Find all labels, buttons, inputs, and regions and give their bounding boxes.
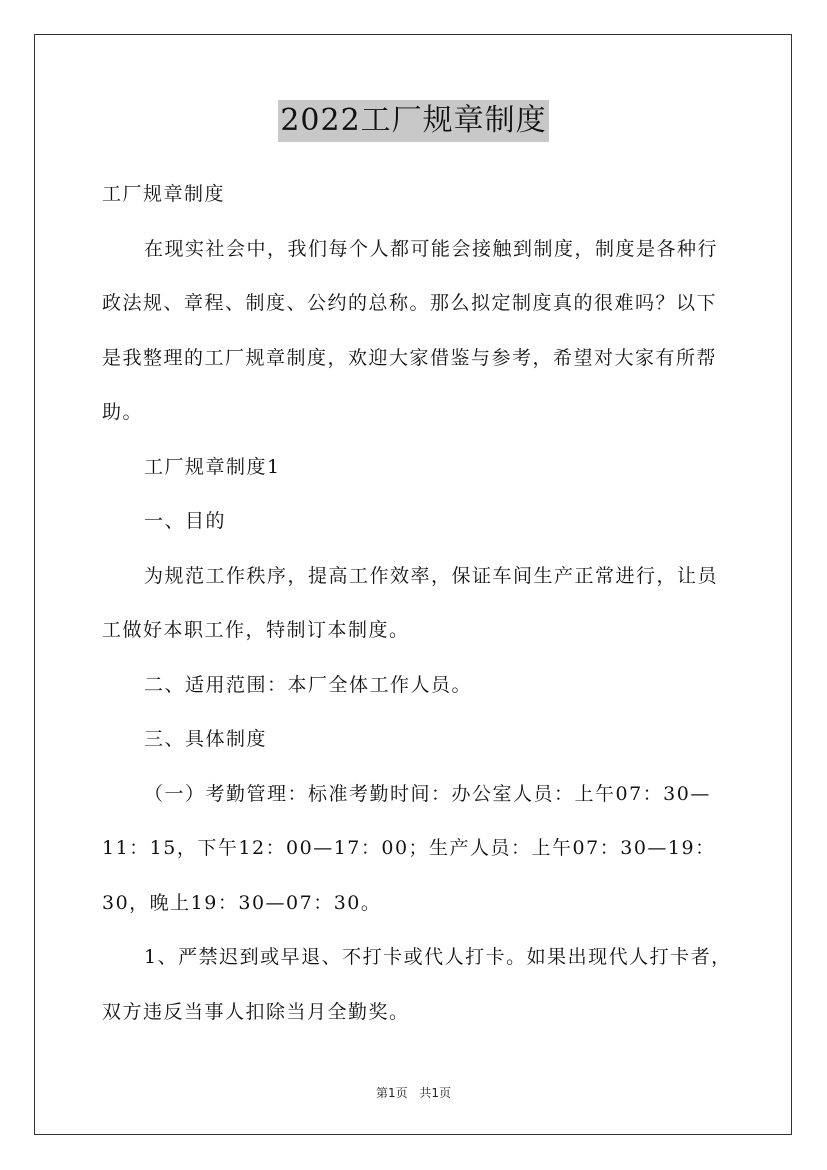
page-total: 共1页 [419,1086,452,1100]
paragraph: 工厂规章制度1 [144,455,281,478]
paragraph: 1、严禁迟到或早退、不打卡或代人打卡。如果出现代人打卡者，双方违反当事人扣除当月全勤奖。 [102,946,732,1023]
page-number: 第1页 [375,1086,408,1100]
document-title: 2022工厂规章制度 [278,100,548,142]
paragraph: 为规范工作秩序，提高工作效率，保证车间生产正常进行，让员工做好本职工作，特制订本制度。 [102,564,719,641]
paragraph: 在现实社会中，我们每个人都可能会接触到制度，制度是各种行政法规、章程、制度、公约的总称。那么拟定制度真的很难吗？以下是我整理的工厂规章制度，欢迎大家借鉴与参考，希望对大家有所帮助。 [102,237,719,423]
document-body [102,167,734,1039]
paragraph: （一）考勤管理：标准考勤时间：办公室人员：上午07：30—11：15，下午12：00—17：00；生产人员：上午07：30—19：30，晚上19：30—07：30。 [102,782,716,914]
paragraph: 一、目的 [144,510,227,532]
paragraph: 工厂规章制度 [102,183,226,205]
paragraph: 二、适用范围：本厂全体工作人员。 [144,673,473,696]
paragraph: 三、具体制度 [144,728,268,750]
page-footer [0,1084,827,1101]
title-container [0,100,827,142]
